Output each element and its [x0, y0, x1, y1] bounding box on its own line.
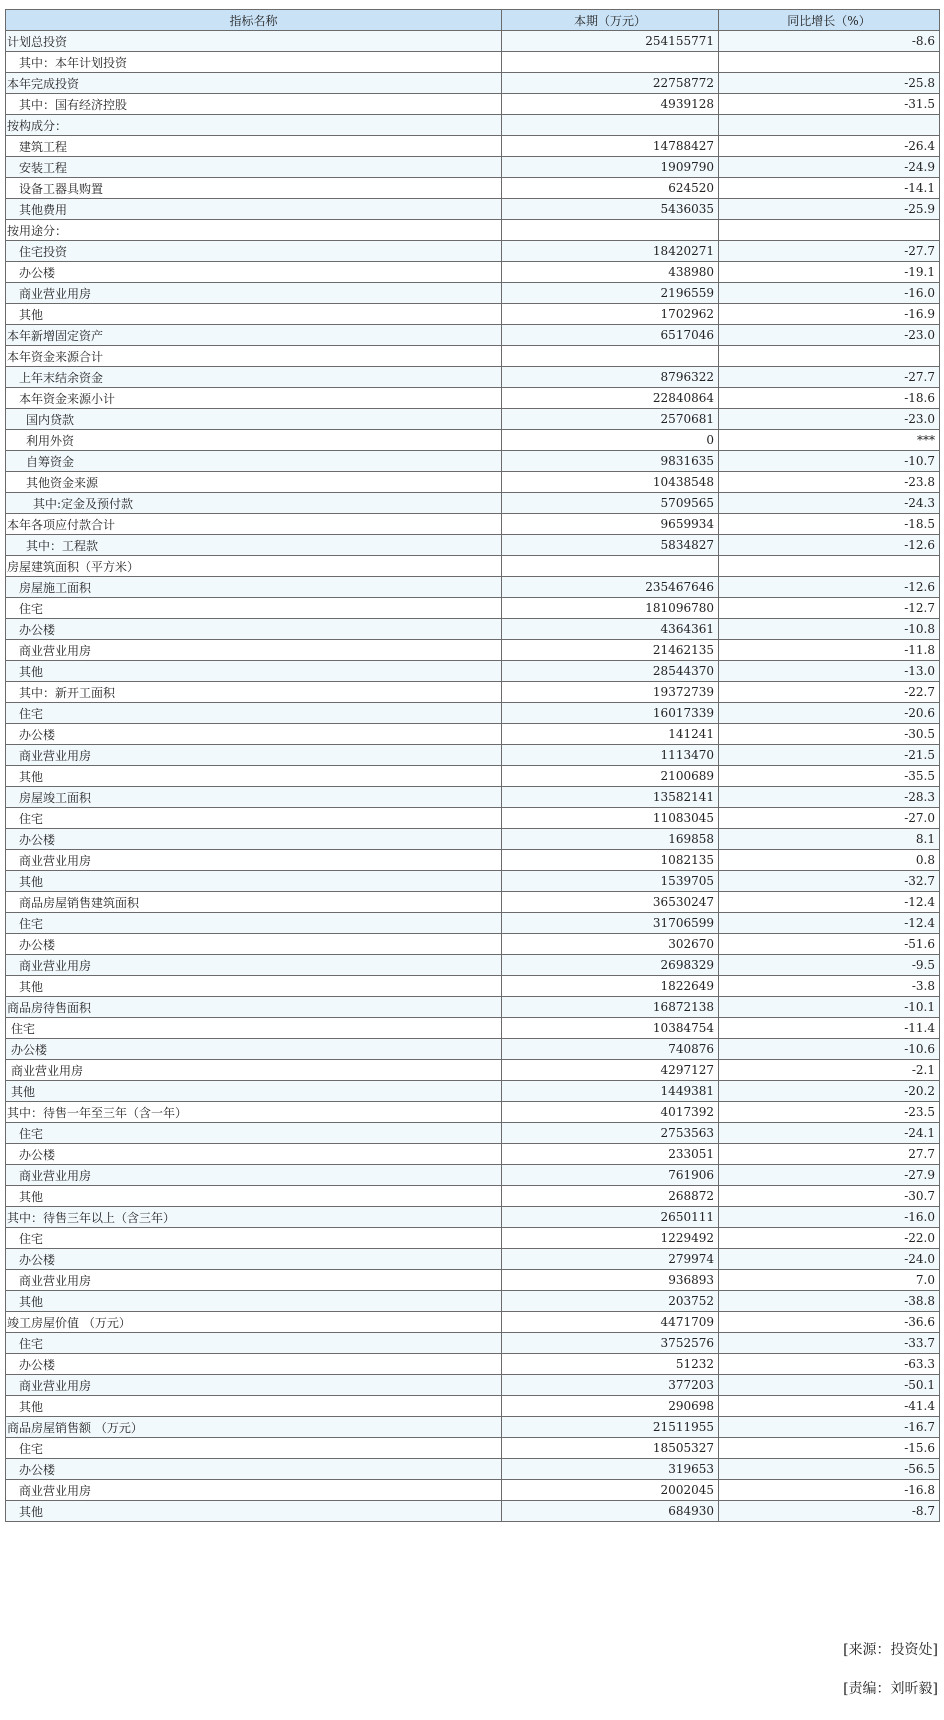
indicator-name-cell: 其中：国有经济控股: [6, 94, 502, 115]
current-value-cell: 31706599: [502, 913, 719, 934]
yoy-growth-cell: -25.9: [719, 199, 940, 220]
indicator-name-cell: 住宅: [6, 913, 502, 934]
indicator-name-cell: 办公楼: [6, 619, 502, 640]
indicator-name-cell: 其中：待售三年以上（含三年）: [6, 1207, 502, 1228]
indicator-name-cell: 办公楼: [6, 262, 502, 283]
current-value-cell: 18420271: [502, 241, 719, 262]
yoy-growth-cell: -24.0: [719, 1249, 940, 1270]
indicator-name-cell: 建筑工程: [6, 136, 502, 157]
current-value-cell: 181096780: [502, 598, 719, 619]
yoy-growth-cell: -23.0: [719, 409, 940, 430]
table-row: [6, 1396, 940, 1417]
yoy-growth-cell: -10.8: [719, 619, 940, 640]
yoy-growth-cell: [719, 52, 940, 73]
current-value-cell: 1229492: [502, 1228, 719, 1249]
table-row: [6, 241, 940, 262]
current-value-cell: 10438548: [502, 472, 719, 493]
indicator-name-cell: 本年资金来源小计: [6, 388, 502, 409]
current-value-cell: 169858: [502, 829, 719, 850]
indicator-name-cell: 其他: [6, 976, 502, 997]
indicator-name-cell: 其中：工程款: [6, 535, 502, 556]
current-value-cell: 2650111: [502, 1207, 719, 1228]
yoy-growth-cell: [719, 556, 940, 577]
table-row: [6, 661, 940, 682]
current-value-cell: 1539705: [502, 871, 719, 892]
indicator-name-cell: 计划总投资: [6, 31, 502, 52]
table-row: [6, 913, 940, 934]
indicator-name-cell: 设备工器具购置: [6, 178, 502, 199]
yoy-growth-cell: [719, 220, 940, 241]
yoy-growth-cell: -18.5: [719, 514, 940, 535]
current-value-cell: [502, 52, 719, 73]
indicator-name-cell: 房屋施工面积: [6, 577, 502, 598]
yoy-growth-cell: -3.8: [719, 976, 940, 997]
current-value-cell: 9831635: [502, 451, 719, 472]
table-row: [6, 1060, 940, 1081]
yoy-growth-cell: -22.7: [719, 682, 940, 703]
indicator-name-cell: 本年完成投资: [6, 73, 502, 94]
indicator-name-cell: 其他: [6, 1081, 502, 1102]
table-row: [6, 1459, 940, 1480]
yoy-growth-cell: -16.8: [719, 1480, 940, 1501]
yoy-growth-cell: -26.4: [719, 136, 940, 157]
yoy-growth-cell: -12.6: [719, 535, 940, 556]
yoy-growth-cell: -27.0: [719, 808, 940, 829]
table-row: [6, 703, 940, 724]
yoy-growth-cell: -10.7: [719, 451, 940, 472]
table-row: [6, 430, 940, 451]
indicator-name-cell: 住宅: [6, 1018, 502, 1039]
current-value-cell: 21511955: [502, 1417, 719, 1438]
table-row: [6, 682, 940, 703]
yoy-growth-cell: -21.5: [719, 745, 940, 766]
table-row: [6, 115, 940, 136]
yoy-growth-cell: -27.7: [719, 367, 940, 388]
yoy-growth-cell: -11.8: [719, 640, 940, 661]
table-row: [6, 1417, 940, 1438]
indicator-name-cell: 房屋建筑面积（平方米）: [6, 556, 502, 577]
yoy-growth-cell: -8.7: [719, 1501, 940, 1522]
current-value-cell: 5709565: [502, 493, 719, 514]
yoy-growth-cell: 8.1: [719, 829, 940, 850]
table-row: [6, 283, 940, 304]
current-value-cell: 3752576: [502, 1333, 719, 1354]
yoy-growth-cell: -11.4: [719, 1018, 940, 1039]
yoy-growth-cell: -9.5: [719, 955, 940, 976]
yoy-growth-cell: -16.7: [719, 1417, 940, 1438]
current-value-cell: 4364361: [502, 619, 719, 640]
indicator-name-cell: 商业营业用房: [6, 745, 502, 766]
yoy-growth-cell: -31.5: [719, 94, 940, 115]
indicator-name-cell: 住宅投资: [6, 241, 502, 262]
current-value-cell: 1702962: [502, 304, 719, 325]
table-row: [6, 1186, 940, 1207]
indicator-name-cell: 国内贷款: [6, 409, 502, 430]
table-row: [6, 556, 940, 577]
table-row: [6, 640, 940, 661]
table-row: [6, 472, 940, 493]
indicator-name-cell: 商业营业用房: [6, 955, 502, 976]
yoy-growth-cell: -50.1: [719, 1375, 940, 1396]
table-row: [6, 388, 940, 409]
indicator-name-cell: 上年末结余资金: [6, 367, 502, 388]
yoy-growth-cell: -63.3: [719, 1354, 940, 1375]
current-value-cell: 4939128: [502, 94, 719, 115]
indicator-name-cell: 办公楼: [6, 1249, 502, 1270]
current-value-cell: 2196559: [502, 283, 719, 304]
current-value-cell: 1822649: [502, 976, 719, 997]
current-value-cell: 5436035: [502, 199, 719, 220]
table-row: [6, 724, 940, 745]
current-value-cell: 1909790: [502, 157, 719, 178]
indicator-name-cell: 其他资金来源: [6, 472, 502, 493]
current-value-cell: [502, 220, 719, 241]
yoy-growth-cell: -24.1: [719, 1123, 940, 1144]
indicator-name-cell: 其他: [6, 304, 502, 325]
table-row: [6, 31, 940, 52]
current-value-cell: 19372739: [502, 682, 719, 703]
indicator-name-cell: 办公楼: [6, 1354, 502, 1375]
indicator-name-cell: 办公楼: [6, 1144, 502, 1165]
table-row: [6, 829, 940, 850]
source-note: [来源：投资处]: [843, 1642, 938, 1658]
current-value-cell: 290698: [502, 1396, 719, 1417]
indicator-name-cell: 商业营业用房: [6, 283, 502, 304]
yoy-growth-cell: -56.5: [719, 1459, 940, 1480]
indicator-name-cell: 按构成分：: [6, 115, 502, 136]
indicator-name-cell: 房屋竣工面积: [6, 787, 502, 808]
table-row: [6, 976, 940, 997]
table-row: [6, 451, 940, 472]
header-indicator-name: 指标名称: [6, 10, 502, 31]
current-value-cell: 6517046: [502, 325, 719, 346]
table-row: [6, 766, 940, 787]
indicator-name-cell: 办公楼: [6, 829, 502, 850]
table-row: [6, 787, 940, 808]
table-row: [6, 325, 940, 346]
table-row: [6, 1018, 940, 1039]
indicator-name-cell: 竣工房屋价值 （万元）: [6, 1312, 502, 1333]
indicator-name-cell: 商业营业用房: [6, 1480, 502, 1501]
yoy-growth-cell: -41.4: [719, 1396, 940, 1417]
current-value-cell: 28544370: [502, 661, 719, 682]
yoy-growth-cell: -20.2: [719, 1081, 940, 1102]
yoy-growth-cell: -33.7: [719, 1333, 940, 1354]
indicator-name-cell: 住宅: [6, 1228, 502, 1249]
current-value-cell: 1082135: [502, 850, 719, 871]
table-row: [6, 1501, 940, 1522]
indicator-name-cell: 其他: [6, 871, 502, 892]
yoy-growth-cell: [719, 346, 940, 367]
yoy-growth-cell: -13.0: [719, 661, 940, 682]
current-value-cell: 21462135: [502, 640, 719, 661]
current-value-cell: 319653: [502, 1459, 719, 1480]
indicator-name-cell: 本年资金来源合计: [6, 346, 502, 367]
yoy-growth-cell: 27.7: [719, 1144, 940, 1165]
current-value-cell: 4017392: [502, 1102, 719, 1123]
yoy-growth-cell: -32.7: [719, 871, 940, 892]
indicator-name-cell: 本年各项应付款合计: [6, 514, 502, 535]
table-row: [6, 493, 940, 514]
table-row: [6, 745, 940, 766]
current-value-cell: 740876: [502, 1039, 719, 1060]
yoy-growth-cell: -19.1: [719, 262, 940, 283]
indicator-name-cell: 其他: [6, 661, 502, 682]
yoy-growth-cell: -12.7: [719, 598, 940, 619]
yoy-growth-cell: -10.6: [719, 1039, 940, 1060]
current-value-cell: [502, 346, 719, 367]
yoy-growth-cell: -16.9: [719, 304, 940, 325]
yoy-growth-cell: -35.5: [719, 766, 940, 787]
table-row: [6, 997, 940, 1018]
table-row: [6, 1480, 940, 1501]
table-row: [6, 1123, 940, 1144]
yoy-growth-cell: [719, 115, 940, 136]
indicator-name-cell: 商业营业用房: [6, 1270, 502, 1291]
yoy-growth-cell: -12.4: [719, 892, 940, 913]
table-row: [6, 1081, 940, 1102]
current-value-cell: 4471709: [502, 1312, 719, 1333]
current-value-cell: 1449381: [502, 1081, 719, 1102]
table-row: [6, 199, 940, 220]
table-row: [6, 535, 940, 556]
yoy-growth-cell: -8.6: [719, 31, 940, 52]
current-value-cell: 684930: [502, 1501, 719, 1522]
indicator-name-cell: 商品房待售面积: [6, 997, 502, 1018]
table-row: [6, 1249, 940, 1270]
table-row: [6, 346, 940, 367]
current-value-cell: 624520: [502, 178, 719, 199]
current-value-cell: 4297127: [502, 1060, 719, 1081]
yoy-growth-cell: -12.4: [719, 913, 940, 934]
indicator-name-cell: 利用外资: [6, 430, 502, 451]
yoy-growth-cell: -38.8: [719, 1291, 940, 1312]
current-value-cell: 203752: [502, 1291, 719, 1312]
yoy-growth-cell: -36.6: [719, 1312, 940, 1333]
indicator-name-cell: 住宅: [6, 703, 502, 724]
current-value-cell: 268872: [502, 1186, 719, 1207]
statistics-table: [5, 9, 940, 1522]
yoy-growth-cell: -10.1: [719, 997, 940, 1018]
table-row: [6, 892, 940, 913]
current-value-cell: [502, 556, 719, 577]
current-value-cell: 2753563: [502, 1123, 719, 1144]
current-value-cell: 9659934: [502, 514, 719, 535]
yoy-growth-cell: -27.7: [719, 241, 940, 262]
current-value-cell: 22758772: [502, 73, 719, 94]
table-row: [6, 1375, 940, 1396]
yoy-growth-cell: -2.1: [719, 1060, 940, 1081]
yoy-growth-cell: -51.6: [719, 934, 940, 955]
current-value-cell: 10384754: [502, 1018, 719, 1039]
yoy-growth-cell: -12.6: [719, 577, 940, 598]
current-value-cell: 235467646: [502, 577, 719, 598]
current-value-cell: 377203: [502, 1375, 719, 1396]
indicator-name-cell: 商业营业用房: [6, 850, 502, 871]
indicator-name-cell: 商业营业用房: [6, 1165, 502, 1186]
table-row: [6, 1438, 940, 1459]
current-value-cell: 18505327: [502, 1438, 719, 1459]
current-value-cell: 141241: [502, 724, 719, 745]
table-row: [6, 52, 940, 73]
indicator-name-cell: 其他费用: [6, 199, 502, 220]
current-value-cell: 51232: [502, 1354, 719, 1375]
header-current-value: 本期（万元）: [502, 10, 719, 31]
current-value-cell: 279974: [502, 1249, 719, 1270]
indicator-name-cell: 住宅: [6, 598, 502, 619]
table-row: [6, 220, 940, 241]
yoy-growth-cell: -23.0: [719, 325, 940, 346]
table-row: [6, 514, 940, 535]
indicator-name-cell: 其中：待售一年至三年（含一年）: [6, 1102, 502, 1123]
table-row: [6, 619, 940, 640]
current-value-cell: 936893: [502, 1270, 719, 1291]
editor-note: [责编：刘昕毅]: [843, 1681, 938, 1697]
indicator-name-cell: 其中：本年计划投资: [6, 52, 502, 73]
indicator-name-cell: 其中：新开工面积: [6, 682, 502, 703]
current-value-cell: 5834827: [502, 535, 719, 556]
yoy-growth-cell: ***: [719, 430, 940, 451]
yoy-growth-cell: -14.1: [719, 178, 940, 199]
yoy-growth-cell: -23.8: [719, 472, 940, 493]
table-row: [6, 367, 940, 388]
yoy-growth-cell: -16.0: [719, 283, 940, 304]
yoy-growth-cell: -23.5: [719, 1102, 940, 1123]
yoy-growth-cell: -27.9: [719, 1165, 940, 1186]
yoy-growth-cell: -20.6: [719, 703, 940, 724]
table-header-row: [6, 10, 940, 31]
indicator-name-cell: 本年新增固定资产: [6, 325, 502, 346]
current-value-cell: 761906: [502, 1165, 719, 1186]
header-yoy-growth: 同比增长（%）: [719, 10, 940, 31]
current-value-cell: 22840864: [502, 388, 719, 409]
table-row: [6, 1228, 940, 1249]
indicator-name-cell: 办公楼: [6, 934, 502, 955]
current-value-cell: 11083045: [502, 808, 719, 829]
current-value-cell: 302670: [502, 934, 719, 955]
table-row: [6, 808, 940, 829]
yoy-growth-cell: -18.6: [719, 388, 940, 409]
yoy-growth-cell: -28.3: [719, 787, 940, 808]
current-value-cell: 14788427: [502, 136, 719, 157]
current-value-cell: 16872138: [502, 997, 719, 1018]
indicator-name-cell: 商业营业用房: [6, 1375, 502, 1396]
table-row: [6, 1354, 940, 1375]
table-row: [6, 1039, 940, 1060]
table-row: [6, 136, 940, 157]
table-row: [6, 871, 940, 892]
yoy-growth-cell: -25.8: [719, 73, 940, 94]
table-row: [6, 262, 940, 283]
table-row: [6, 178, 940, 199]
current-value-cell: 13582141: [502, 787, 719, 808]
current-value-cell: 8796322: [502, 367, 719, 388]
current-value-cell: 233051: [502, 1144, 719, 1165]
table-row: [6, 409, 940, 430]
indicator-name-cell: 其他: [6, 766, 502, 787]
table-row: [6, 1291, 940, 1312]
table-row: [6, 1270, 940, 1291]
table-row: [6, 850, 940, 871]
yoy-growth-cell: -15.6: [719, 1438, 940, 1459]
current-value-cell: 254155771: [502, 31, 719, 52]
table-row: [6, 1207, 940, 1228]
table-row: [6, 94, 940, 115]
indicator-name-cell: 办公楼: [6, 1459, 502, 1480]
current-value-cell: 1113470: [502, 745, 719, 766]
indicator-name-cell: 住宅: [6, 1333, 502, 1354]
current-value-cell: 36530247: [502, 892, 719, 913]
table-row: [6, 577, 940, 598]
current-value-cell: 2698329: [502, 955, 719, 976]
indicator-name-cell: 其他: [6, 1501, 502, 1522]
yoy-growth-cell: -24.3: [719, 493, 940, 514]
current-value-cell: 2570681: [502, 409, 719, 430]
table-row: [6, 73, 940, 94]
indicator-name-cell: 其他: [6, 1186, 502, 1207]
indicator-name-cell: 商业营业用房: [6, 1060, 502, 1081]
indicator-name-cell: 商品房屋销售建筑面积: [6, 892, 502, 913]
yoy-growth-cell: 0.8: [719, 850, 940, 871]
indicator-name-cell: 办公楼: [6, 724, 502, 745]
indicator-name-cell: 办公楼: [6, 1039, 502, 1060]
indicator-name-cell: 其他: [6, 1291, 502, 1312]
indicator-name-cell: 其他: [6, 1396, 502, 1417]
table-row: [6, 1165, 940, 1186]
indicator-name-cell: 按用途分：: [6, 220, 502, 241]
table-row: [6, 157, 940, 178]
current-value-cell: 16017339: [502, 703, 719, 724]
current-value-cell: [502, 115, 719, 136]
indicator-name-cell: 住宅: [6, 808, 502, 829]
table-row: [6, 1144, 940, 1165]
indicator-name-cell: 住宅: [6, 1123, 502, 1144]
indicator-name-cell: 安装工程: [6, 157, 502, 178]
yoy-growth-cell: -24.9: [719, 157, 940, 178]
table-row: [6, 1333, 940, 1354]
table-row: [6, 1312, 940, 1333]
indicator-name-cell: 商品房屋销售额 （万元）: [6, 1417, 502, 1438]
current-value-cell: 2002045: [502, 1480, 719, 1501]
table-row: [6, 598, 940, 619]
current-value-cell: 2100689: [502, 766, 719, 787]
indicator-name-cell: 自筹资金: [6, 451, 502, 472]
table-row: [6, 304, 940, 325]
yoy-growth-cell: -30.5: [719, 724, 940, 745]
yoy-growth-cell: -22.0: [719, 1228, 940, 1249]
current-value-cell: 0: [502, 430, 719, 451]
indicator-name-cell: 其中:定金及预付款: [6, 493, 502, 514]
table-row: [6, 1102, 940, 1123]
yoy-growth-cell: 7.0: [719, 1270, 940, 1291]
indicator-name-cell: 住宅: [6, 1438, 502, 1459]
yoy-growth-cell: -16.0: [719, 1207, 940, 1228]
table-row: [6, 955, 940, 976]
yoy-growth-cell: -30.7: [719, 1186, 940, 1207]
table-body: [6, 31, 940, 1522]
table-row: [6, 934, 940, 955]
indicator-name-cell: 商业营业用房: [6, 640, 502, 661]
current-value-cell: 438980: [502, 262, 719, 283]
